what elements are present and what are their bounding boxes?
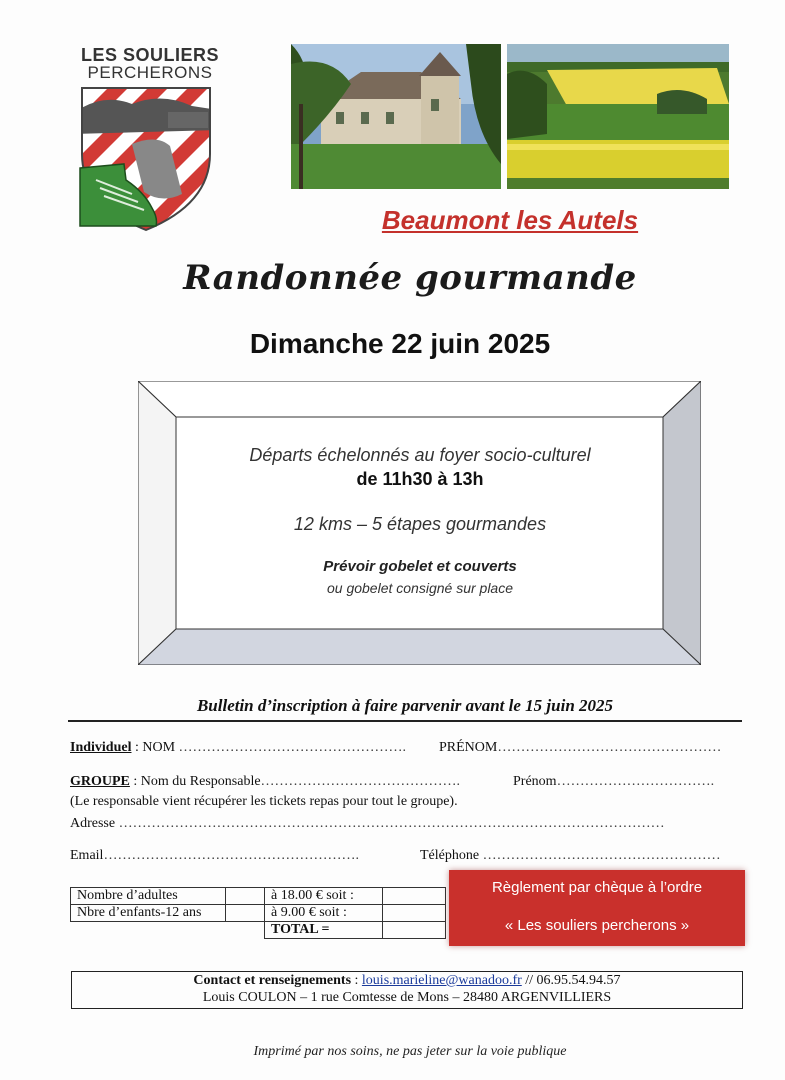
town-title: Beaumont les Autels	[381, 205, 639, 235]
adults-total[interactable]	[383, 888, 446, 905]
responsable-field[interactable]: …………………………………….	[260, 774, 461, 789]
payment-box	[449, 870, 745, 946]
event-date: Dimanche 22 juin 2025	[249, 328, 551, 359]
adults-count[interactable]	[226, 888, 265, 905]
individual-label: Individuel	[70, 740, 132, 755]
prenom2-label: Prénom	[513, 774, 557, 789]
adresse-label: Adresse	[70, 816, 116, 831]
contact-phone: // 06.95.54.94.57	[525, 973, 621, 988]
children-count[interactable]	[226, 905, 265, 922]
distance-info: 12 kms – 5 étapes gourmandes	[293, 514, 547, 534]
group-label: GROUPE	[70, 774, 130, 789]
castle-photo	[291, 44, 501, 189]
table-row	[71, 888, 446, 905]
nom-label: : NOM	[134, 740, 176, 755]
contact-sep: :	[354, 973, 359, 988]
children-total[interactable]	[383, 905, 446, 922]
contact-email-link[interactable]: louis.marieline@wanadoo.fr	[361, 973, 522, 988]
empty-cell	[226, 922, 265, 939]
cutlery-note: Prévoir gobelet et couverts	[323, 558, 517, 575]
prenom2-row	[513, 774, 714, 790]
empty-cell	[71, 922, 226, 939]
individual-row	[70, 740, 406, 756]
children-price: à 9.00 € soit :	[265, 905, 383, 922]
field-photo	[507, 44, 729, 189]
adults-price: à 18.00 € soit :	[265, 888, 383, 905]
pricing-table	[70, 887, 446, 939]
footer-note: Imprimé par nos soins, ne pas jeter sur la voie publique	[253, 1044, 567, 1059]
logo-subtitle: PERCHERONS	[87, 63, 213, 82]
children-label: Nbre d’enfants-12 ans	[71, 905, 226, 922]
prenom-row	[439, 740, 721, 756]
nom-field[interactable]: ………………………………………….	[178, 740, 407, 755]
divider	[68, 720, 742, 722]
table-row	[71, 922, 446, 939]
total-label: TOTAL =	[265, 922, 383, 939]
group-note: (Le responsable vient récupérer les tickets repas pour tout le groupe).	[70, 794, 458, 809]
payment-line2: « Les souliers percherons »	[504, 917, 690, 934]
group-row	[70, 774, 460, 790]
telephone-field[interactable]: ……………………………………………	[482, 848, 721, 863]
table-row	[71, 905, 446, 922]
phone-row	[420, 848, 721, 864]
club-logo	[72, 84, 218, 234]
adresse-field[interactable]: ………………………………………………………………………………………………………	[118, 816, 665, 831]
prenom-field[interactable]: …………………………………………	[497, 740, 722, 755]
departure-info: Départs échelonnés au foyer socio-culturel	[249, 445, 591, 465]
departure-times: de 11h30 à 13h	[356, 469, 484, 489]
payment-line1: Règlement par chèque à l’ordre	[491, 879, 703, 896]
contact-box	[71, 971, 743, 1009]
contact-line1	[72, 972, 742, 989]
prenom2-field[interactable]: …………………………….	[556, 774, 715, 789]
address-row	[70, 816, 665, 832]
prenom-label: PRÉNOM	[439, 740, 498, 755]
registration-heading: Bulletin d’inscription à faire parvenir avant le 15 juin 2025	[196, 696, 614, 715]
cup-note: ou gobelet consigné sur place	[326, 580, 514, 596]
responsable-label: : Nom du Responsable	[133, 774, 261, 789]
event-title: Randonnée gourmande	[183, 258, 637, 298]
grand-total[interactable]	[383, 922, 446, 939]
telephone-label: Téléphone	[420, 848, 480, 863]
adults-label: Nombre d’adultes	[71, 888, 226, 905]
contact-address: Louis COULON – 1 rue Comtesse de Mons – 28480 ARGENVILLIERS	[202, 990, 612, 1005]
contact-label: Contact et renseignements	[193, 973, 352, 988]
logo-title: LES SOULIERS	[80, 45, 220, 65]
email-label: Email	[70, 848, 104, 863]
email-field[interactable]: ……………………………………………….	[103, 848, 359, 863]
email-row	[70, 848, 359, 864]
